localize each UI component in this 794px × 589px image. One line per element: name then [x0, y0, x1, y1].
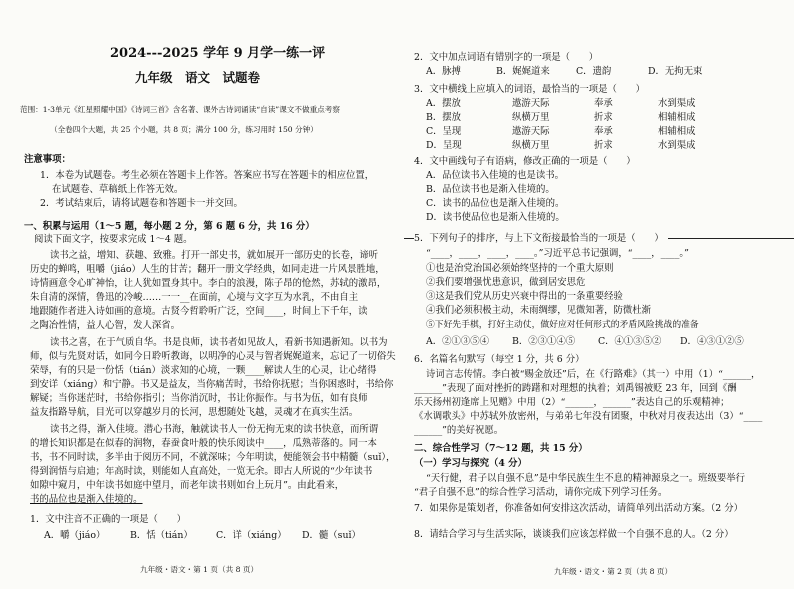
- question-7: 7．如果你是策划者，你准备如何安排这次活动，请简单列出活动方案。（2 分）: [414, 503, 743, 514]
- q3-row-b-3: 折求: [594, 112, 613, 123]
- passage-line: 书，书不同时读，多半由于阅历不同，不就深味；今年明读，便能领会书中精髓（suǐ），: [30, 452, 396, 463]
- q5-item: ①也是治党治国必须始终坚持的一个重大原则: [426, 263, 614, 274]
- q2-option-d: D．无拘无束: [648, 66, 703, 77]
- passage-line: 得到润悟与启迪；年高时读，则能如人直高处，一览无余。即古人所说的“少年读书: [30, 466, 373, 477]
- q2-option-c: C．遗韵: [576, 66, 612, 77]
- q6-line: 《水调歌头》中苏轼外放密州，与弟弟七年没有团聚，中秋对月夜表达出（3）“____: [414, 411, 763, 422]
- q3-row-d-4: 水到渠成: [658, 140, 696, 151]
- q3-row-d-1: D．呈现: [426, 140, 462, 151]
- passage-line: 师，似与先贤对话，如同今日聆听教诲，以明净的心灵与智者娓娓道来，忘记了一切俗失: [30, 351, 396, 362]
- q3-row-a-4: 水到渠成: [658, 98, 696, 109]
- exam-scope: 范围：1-3单元《红星照耀中国》《诗词三首》含名著、课外古诗词诵读“自读”课文不做重点考察: [20, 105, 340, 114]
- passage-line: 之陶冶性情，益人心智，发人深省。: [30, 320, 181, 331]
- q6-line: ______”的美好祝愿。: [414, 425, 504, 436]
- question-4: 4．文中画线句子有语病，修改正确的一项是（ ）: [414, 156, 636, 167]
- question-8: 8．请结合学习与生活实际，谈谈我们应该怎样做一个自强不息的人。（2 分）: [414, 529, 734, 540]
- q6-line: ______”表现了面对挫折的踌躇和对理想的执着；刘禹锡被贬 23 年，回到《酬: [414, 383, 737, 394]
- passage-line: 的增长知识都是在似春的润物，春蚕食叶般的快乐阅读中____，瓜熟蒂落的。同一本: [30, 438, 377, 449]
- q4-option-d: D．读书使品位也是渐入佳境的。: [426, 212, 565, 223]
- passage-line: 诗情画意令心旷神怡，让人犹如置身其中。李白的浪漫，陈子昂的怆然，苏轼的激昂，: [30, 278, 387, 289]
- q3-row-a-3: 奉承: [594, 98, 613, 109]
- q3-row-c-3: 奉承: [594, 126, 613, 137]
- q5-item: ③这是我们党从历史兴衰中得出的一条重要经验: [426, 291, 623, 302]
- q5-item: ⑤下好先手棋，打好主动仗，做好应对任何形式的矛盾风险挑战的准备: [426, 320, 699, 330]
- passage-line: 益友指路导航，目光可以穿越岁月的长河，思想随处飞越，灵魂才在真实生活。: [30, 407, 359, 418]
- notice-line: 1．本卷为试题卷。考生必须在答题卡上作答。答案应书写在答题卡的相应位置，: [40, 170, 375, 181]
- q4-option-b: B．品位读书也是渐入佳境的。: [426, 184, 555, 195]
- subsection-heading: （一）学习与探究（4 分）: [414, 458, 527, 469]
- section-intro: 阅读下面文字，按要求完成 1～4 题。: [34, 234, 193, 245]
- q3-row-d-2: 纵横万里: [512, 140, 550, 151]
- q1-option-a: A．嚼（jiáo）: [44, 530, 106, 541]
- question-2: 2．文中加点词语有错别字的一项是（ ）: [414, 52, 599, 63]
- question-1: 1．文中注音不正确的一项是（ ）: [30, 514, 186, 525]
- q3-row-c-1: C．呈现: [426, 126, 462, 137]
- page-footer: 九年级・语文・第 1 页（共 8 页）: [140, 565, 259, 574]
- q4-option-c: C．读书的品位也是渐入佳境的。: [426, 198, 565, 209]
- q3-row-c-4: 相辅相成: [658, 126, 696, 137]
- section-heading: 一、积累与运用（1～5 题，每小题 2 分，第 6 题 6 分，共 16 分）: [24, 221, 315, 232]
- q1-option-c: C．详（xiáng）: [216, 530, 287, 541]
- q5-item: ②我们要增强忧患意识，做到居安思危: [426, 277, 586, 288]
- q4-option-a: A．品位读书入佳境的也是读书。: [426, 170, 565, 181]
- question-3: 3．文中横线上应填入的词语，最恰当的一项是（ ）: [414, 84, 645, 95]
- question-5: 5．下列句子的排序，与上下文衔接最恰当的一项是（ ）: [414, 233, 668, 245]
- q5-item: ④我们必须积极主动，未雨绸缪，见微知著，防微杜渐: [426, 305, 652, 316]
- q5-intro: “____，____，____，____。”习近平总书记强调，“____，____。”: [426, 248, 689, 259]
- q3-row-c-2: 遨游天际: [512, 126, 550, 137]
- exam-subtitle: 九年级 语文 试题卷: [135, 70, 261, 85]
- page-footer: 九年级・语文・第 2 页（共 8 页）: [554, 567, 673, 576]
- passage-line: 历史的蝉鸣，咀嚼（jiáo）人生的甘苦；翻开一册文学经典，如同走进一片风景胜地，: [30, 264, 385, 275]
- intro-line: “君子自强不息”的综合性学习活动，请你完成下列学习任务。: [414, 487, 668, 498]
- question-6: 6．名篇名句默写（每空 1 分，共 6 分）: [414, 354, 585, 365]
- passage-line: 荣辱，有的只是一份恬（tián）淡求知的心境，一颗____解读人生的心灵，让心绪得: [30, 365, 377, 376]
- exam-title: 2024---2025 学年 9 月学一练一评: [110, 46, 326, 61]
- passage-line: 读书之益，增知、获趣、致雅。打开一部史书，就如展开一部历史的长卷，谛听: [50, 250, 379, 261]
- passage-line: 到安详（xiáng）和宁静。书又是益友，当你痛苦时，书给你抚慰；当你困惑时，书给你: [30, 379, 394, 390]
- passage-line: 解疑；当你迷茫时，书给你指引；当你消沉时，书让你振作。与书为伍，如有良师: [30, 393, 368, 404]
- q5-option-a: A．②①③⑤④: [426, 336, 490, 347]
- passage-line: 如隙中窥月，中年读书如庭中望月，而老年读书则如台上玩月”。由此看来，: [30, 480, 345, 491]
- q3-row-b-2: 纵横万里: [512, 112, 550, 123]
- q3-row-a-1: A．摆放: [426, 98, 461, 109]
- q6-line: 诗词言志传情。李白被“赐金放还”后，在《行路难》（其一）中用（1）“______，: [426, 369, 761, 380]
- q3-row-b-1: B．摆放: [426, 112, 462, 123]
- q3-row-d-3: 折求: [594, 140, 613, 151]
- passage-line: 朱自清的深情，鲁迅的冷峻……一一__在面前，心境与文字互为水乳，不由自主: [30, 292, 359, 303]
- q6-line: 乐天扬州初逢席上见赠》中用（2）“______，______”表达自己的乐观精神；: [414, 397, 730, 408]
- q5-option-c: C．④①③⑤②: [598, 336, 662, 347]
- q2-option-a: A．脉搏: [426, 66, 461, 77]
- section-heading: 二、综合性学习（7～12 题，共 15 分）: [414, 443, 588, 454]
- page-2: [404, 0, 794, 589]
- passage-underlined-sentence: 书的品位也是渐入佳境的。: [30, 494, 143, 505]
- notice-title: 注意事项：: [24, 154, 71, 165]
- q5-option-d: D．④③①②⑤: [680, 336, 744, 347]
- q3-row-b-4: 相辅相成: [658, 112, 696, 123]
- q5-option-b: B．②③①④⑤: [512, 336, 576, 347]
- q1-option-b: B．恬（tián）: [130, 530, 193, 541]
- q3-row-a-2: 遨游天际: [512, 98, 550, 109]
- q1-option-d: D．髓（suǐ）: [302, 530, 361, 541]
- passage-line: 读书之喜，在于气质自华。书是良师，读书者如见故人，看新书知遇新知。以书为: [50, 337, 388, 348]
- notice-line: 2．考试结束后，请将试题卷和答题卡一并交回。: [40, 198, 243, 209]
- notice-line: 在试题卷、草稿纸上作答无效。: [52, 184, 184, 195]
- q2-option-b: B．娓娓道来: [496, 66, 550, 77]
- intro-line: “天行健，君子以自强不息”是中华民族生生不息的精神源泉之一。班级要举行: [426, 473, 745, 484]
- passage-line: 读书之得，渐入佳境。潜心书海，触就读书人一份无拘无束的读书快意，而所谓: [50, 424, 379, 435]
- exam-info: （全卷四个大题，共 25 个小题，共 8 页；满分 100 分，练习用时 150 分钟）: [50, 125, 318, 134]
- passage-line: 地跟随作者进入诗如画的意境。古贤今哲聆听广泛，空间____，时间上下千年，读: [30, 306, 368, 317]
